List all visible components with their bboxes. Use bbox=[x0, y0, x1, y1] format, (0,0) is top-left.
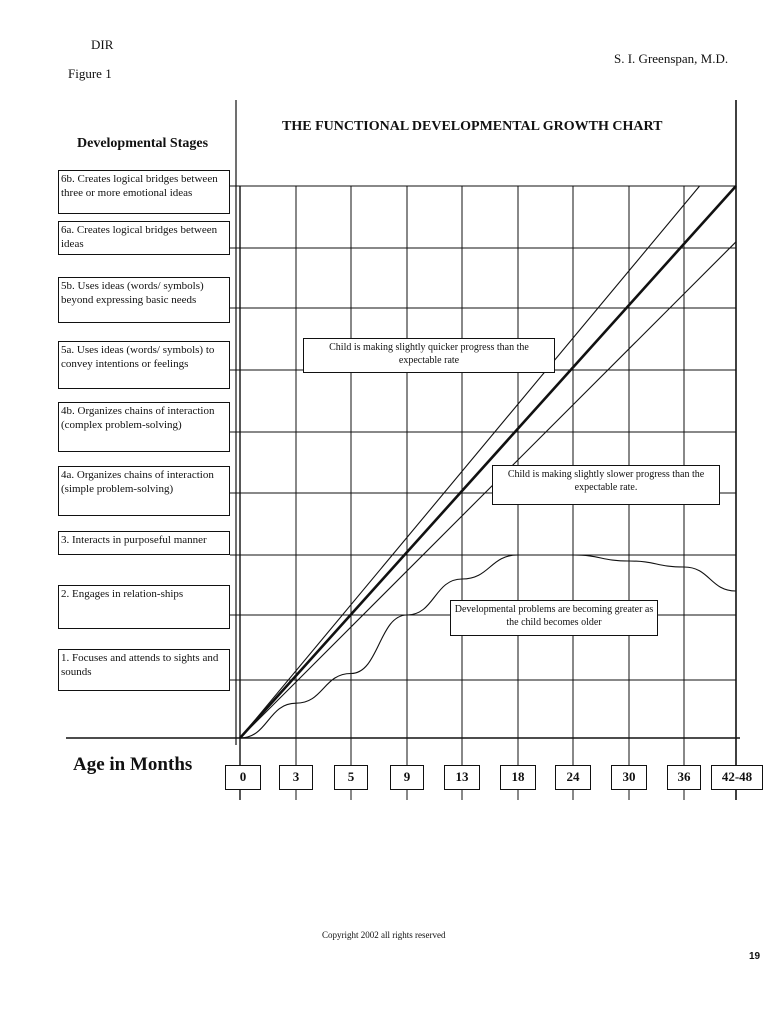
stage-box bbox=[58, 277, 230, 323]
x-tick-label: 9 bbox=[390, 765, 424, 790]
stage-number: 5b. bbox=[61, 280, 75, 292]
y-axis-title: Developmental Stages bbox=[77, 136, 209, 151]
x-tick-label: 30 bbox=[611, 765, 647, 790]
stage-box bbox=[58, 341, 230, 389]
stage-box bbox=[58, 585, 230, 629]
stage-number: 1. bbox=[61, 652, 70, 664]
x-tick-label: 18 bbox=[500, 765, 536, 790]
page-number: 19 bbox=[749, 951, 761, 962]
x-tick-label: 3 bbox=[279, 765, 313, 790]
stage-box bbox=[58, 649, 230, 691]
x-tick-label: 42-48 bbox=[711, 765, 763, 790]
x-axis-title: Age in Months bbox=[73, 754, 193, 775]
stage-text: Creates logical bridges between three or more emotional ideas bbox=[61, 173, 218, 199]
chart-title: THE FUNCTIONAL DEVELOPMENTAL GROWTH CHART bbox=[282, 119, 663, 134]
stage-number: 6a. bbox=[61, 224, 75, 236]
figure-label: Figure 1 bbox=[68, 66, 112, 81]
stage-box bbox=[58, 531, 230, 555]
stage-text: Interacts in purposeful manner bbox=[72, 534, 207, 546]
x-tick-label: 13 bbox=[444, 765, 480, 790]
stage-number: 4b. bbox=[61, 405, 75, 417]
document-label: DIR bbox=[91, 37, 114, 52]
stage-text: Uses ideas (words/ symbols) beyond expressing basic needs bbox=[61, 280, 204, 306]
stage-number: 3. bbox=[61, 534, 70, 546]
stage-number: 5a. bbox=[61, 344, 75, 356]
stage-box bbox=[58, 170, 230, 214]
stage-box bbox=[58, 221, 230, 255]
stage-text: Organizes chains of interaction (complex problem-solving) bbox=[61, 405, 215, 431]
copyright-notice: Copyright 2002 all rights reserved bbox=[322, 930, 446, 940]
series-line-0 bbox=[240, 186, 736, 738]
stage-text: Organizes chains of interaction (simple problem-solving) bbox=[61, 469, 214, 495]
x-tick-label: 0 bbox=[225, 765, 261, 790]
annotation-problems: Developmental problems are becoming greater as the child becomes older bbox=[450, 600, 658, 636]
x-tick-label: 5 bbox=[334, 765, 368, 790]
x-tick-label: 24 bbox=[555, 765, 591, 790]
stage-number: 6b. bbox=[61, 173, 75, 185]
stage-number: 2. bbox=[61, 588, 70, 600]
stage-text: Engages in relation-ships bbox=[72, 588, 184, 600]
annotation-slower: Child is making slightly slower progress than the expectable rate. bbox=[492, 465, 720, 505]
series-line-3 bbox=[240, 555, 736, 738]
stage-text: Uses ideas (words/ symbols) to convey intentions or feelings bbox=[61, 344, 215, 370]
x-tick-label: 36 bbox=[667, 765, 701, 790]
stage-box bbox=[58, 466, 230, 516]
series-line-1 bbox=[240, 186, 700, 738]
stage-text: Creates logical bridges between ideas bbox=[61, 224, 218, 250]
stage-text: Focuses and attends to sights and sounds bbox=[61, 652, 219, 678]
annotation-quicker: Child is making slightly quicker progress than the expectable rate bbox=[303, 338, 555, 373]
stage-number: 4a. bbox=[61, 469, 75, 481]
author-name: S. I. Greenspan, M.D. bbox=[614, 51, 729, 66]
stage-box bbox=[58, 402, 230, 452]
